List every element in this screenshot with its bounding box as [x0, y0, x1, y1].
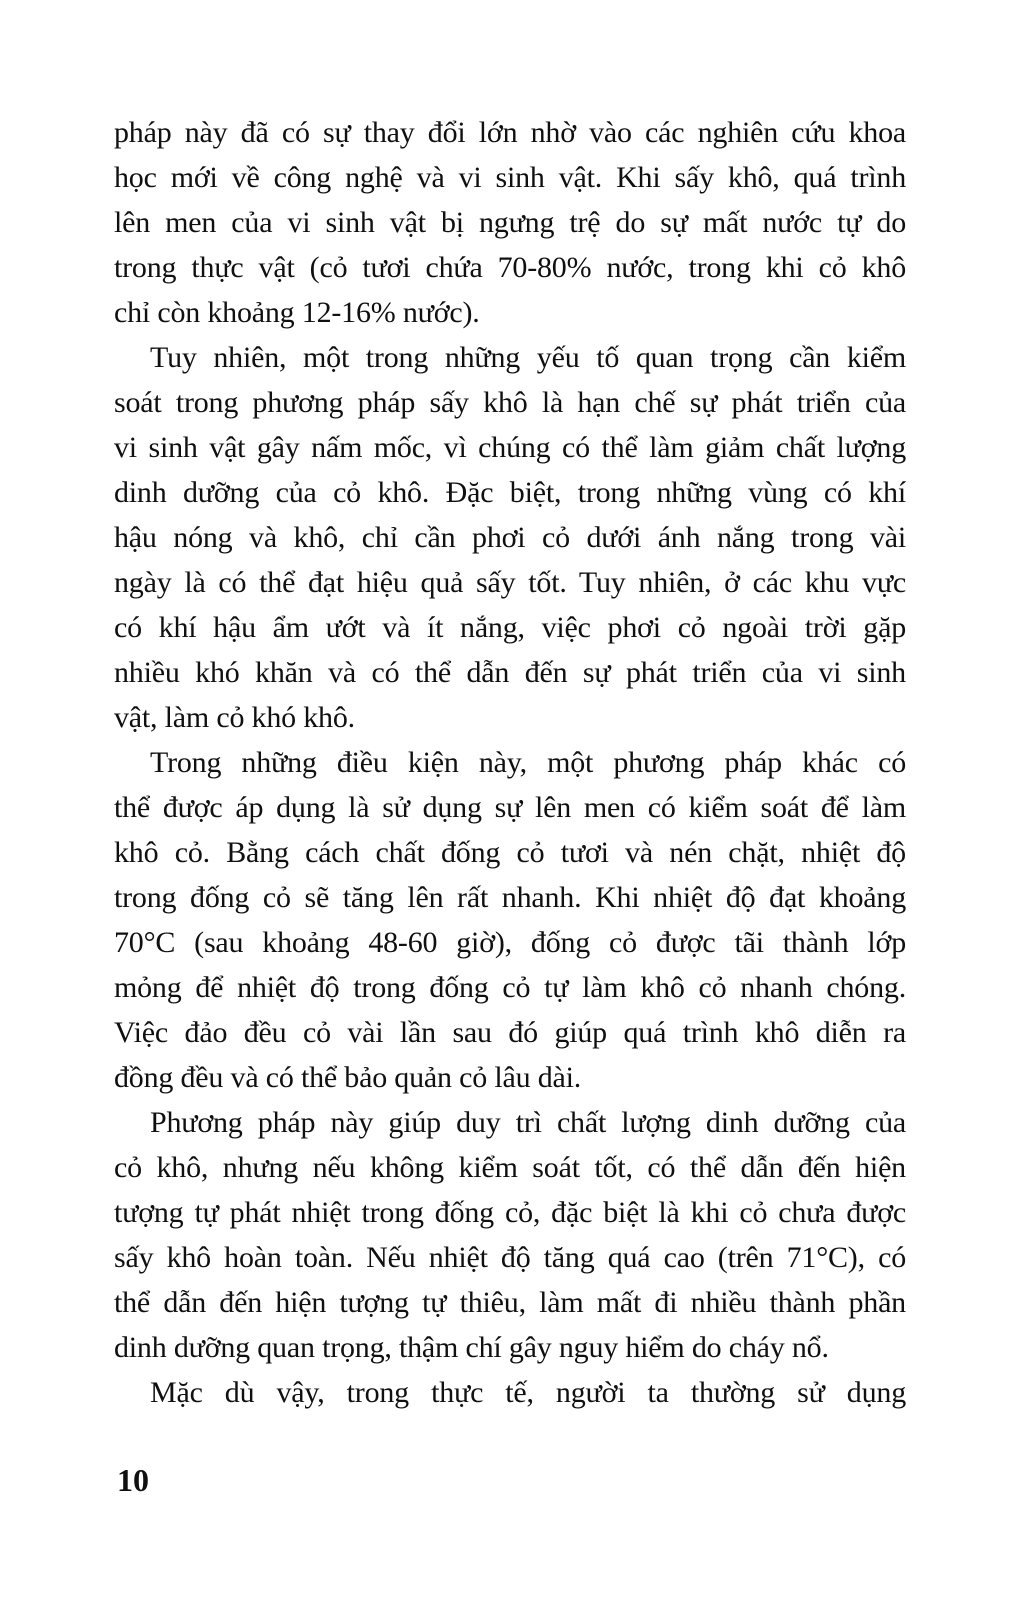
text-line: có khí hậu ẩm ướt và ít nắng, việc phơi cỏ ngoài trời gặp — [114, 611, 906, 644]
text-line: Tuy nhiên, một trong những yếu tố quan trọng cần kiểm — [150, 341, 906, 374]
text-line: vật, làm cỏ khó khô. — [114, 701, 355, 734]
text-line: thể được áp dụng là sử dụng sự lên men có kiểm soát để làm — [114, 791, 906, 824]
text-line: thể dẫn đến hiện tượng tự thiêu, làm mất đi nhiều thành phần — [114, 1286, 906, 1319]
text-line: mỏng để nhiệt độ trong đống cỏ tự làm khô cỏ nhanh chóng. — [114, 971, 906, 1004]
text-line: vi sinh vật gây nấm mốc, vì chúng có thể làm giảm chất lượng — [114, 431, 906, 464]
text-line: tượng tự phát nhiệt trong đống cỏ, đặc biệt là khi cỏ chưa được — [114, 1196, 906, 1229]
text-line: pháp này đã có sự thay đổi lớn nhờ vào các nghiên cứu khoa — [114, 116, 906, 149]
text-line: cỏ khô, nhưng nếu không kiểm soát tốt, có thể dẫn đến hiện — [114, 1151, 906, 1184]
text-line: trong đống cỏ sẽ tăng lên rất nhanh. Khi nhiệt độ đạt khoảng — [114, 881, 906, 914]
text-line: Phương pháp này giúp duy trì chất lượng dinh dưỡng của — [150, 1106, 906, 1139]
text-line: khô cỏ. Bằng cách chất đống cỏ tươi và nén chặt, nhiệt độ — [114, 836, 906, 869]
text-line: sấy khô hoàn toàn. Nếu nhiệt độ tăng quá cao (trên 71°C), có — [114, 1241, 906, 1274]
text-line: dinh dưỡng quan trọng, thậm chí gây nguy hiểm do cháy nổ. — [114, 1331, 829, 1364]
body-text-block — [114, 110, 906, 1415]
text-line: soát trong phương pháp sấy khô là hạn chế sự phát triển của — [114, 386, 906, 419]
text-line: 70°C (sau khoảng 48-60 giờ), đống cỏ được tãi thành lớp — [114, 926, 906, 959]
text-line: ngày là có thể đạt hiệu quả sấy tốt. Tuy nhiên, ở các khu vực — [114, 566, 906, 599]
text-line: Mặc dù vậy, trong thực tế, người ta thường sử dụng — [150, 1376, 906, 1409]
text-line: Việc đảo đều cỏ vài lần sau đó giúp quá trình khô diễn ra — [114, 1016, 906, 1049]
page-number: 10 — [117, 1462, 149, 1498]
text-line: hậu nóng và khô, chỉ cần phơi cỏ dưới ánh nắng trong vài — [114, 521, 906, 554]
text-line: lên men của vi sinh vật bị ngưng trệ do sự mất nước tự do — [114, 206, 906, 239]
text-line: trong thực vật (cỏ tươi chứa 70-80% nước, trong khi cỏ khô — [114, 251, 906, 284]
text-line: Trong những điều kiện này, một phương pháp khác có — [150, 746, 906, 779]
text-line: đồng đều và có thể bảo quản cỏ lâu dài. — [114, 1061, 582, 1094]
text-line: nhiều khó khăn và có thể dẫn đến sự phát triển của vi sinh — [114, 656, 906, 689]
text-line: học mới về công nghệ và vi sinh vật. Khi sấy khô, quá trình — [114, 161, 906, 194]
text-line: chỉ còn khoảng 12-16% nước). — [114, 296, 480, 329]
text-line: dinh dưỡng của cỏ khô. Đặc biệt, trong những vùng có khí — [114, 476, 906, 509]
